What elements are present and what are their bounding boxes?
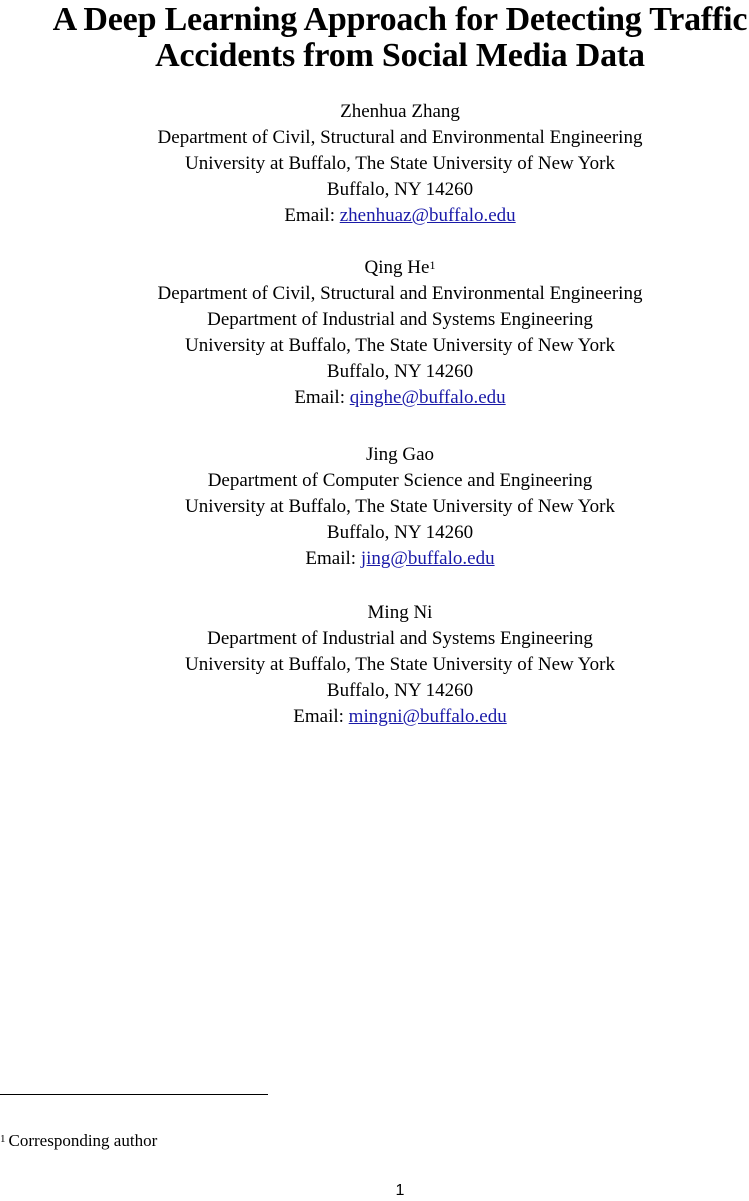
- author-block-zhenhua-zhang: [0, 99, 749, 229]
- email-link[interactable]: qinghe@buffalo.edu: [349, 387, 506, 408]
- affiliation-line: University at Buffalo, The State University of New York: [185, 153, 615, 174]
- paper-title-line-2: Accidents from Social Media Data: [155, 37, 645, 74]
- author-name: Qing He$^1$: [364, 257, 436, 278]
- email-label: Email:: [293, 706, 344, 727]
- email-line: [0, 546, 749, 572]
- author-block-qing-he: [0, 255, 749, 411]
- email-label: Email:: [294, 387, 345, 408]
- affiliation-line: University at Buffalo, The State University of New York: [185, 335, 615, 356]
- affiliation-line: University at Buffalo, The State University of New York: [185, 496, 615, 517]
- email-link[interactable]: jing@buffalo.edu: [360, 548, 495, 569]
- footnote-marker: 1: [0, 1133, 6, 1145]
- affiliation-line: Buffalo, NY 14260: [326, 522, 474, 543]
- page-number: 1: [395, 1182, 405, 1199]
- email-link[interactable]: mingni@buffalo.edu: [348, 706, 507, 727]
- author-name: Jing Gao: [365, 444, 435, 465]
- email-label: Email:: [305, 548, 357, 569]
- author-name: Ming Ni: [367, 602, 433, 623]
- affiliation-line: University at Buffalo, The State University of New York: [185, 654, 615, 675]
- corresponding-author-marker: 1: [429, 258, 436, 272]
- affiliation-line: Buffalo, NY 14260: [326, 680, 474, 701]
- paper-title: [0, 2, 749, 74]
- affiliation-line: Department of Industrial and Systems Engineering: [207, 628, 593, 649]
- email-link[interactable]: zhenhuaz@buffalo.edu: [339, 205, 516, 226]
- footnote-text: Corresponding author: [8, 1131, 158, 1150]
- affiliation-line: Buffalo, NY 14260: [326, 179, 474, 200]
- author-block-jing-gao: [0, 442, 749, 572]
- author-block-ming-ni: [0, 600, 749, 730]
- email-label: Email:: [284, 205, 335, 226]
- affiliation-line: Buffalo, NY 14260: [326, 361, 474, 382]
- affiliation-line: Department of Computer Science and Engineering: [207, 470, 593, 491]
- email-line: [0, 385, 749, 411]
- affiliation-line: Department of Industrial and Systems Engineering: [207, 309, 593, 330]
- email-line: [0, 203, 749, 229]
- paper-title-line-1: A Deep Learning Approach for Detecting Traffic: [52, 1, 748, 38]
- author-name: Zhenhua Zhang: [340, 101, 460, 122]
- footnote-separator: [0, 1094, 268, 1095]
- footnote: [0, 1130, 157, 1152]
- affiliation-line: Department of Civil, Structural and Environmental Engineering: [157, 283, 643, 304]
- email-line: [0, 704, 749, 730]
- affiliation-line: Department of Civil, Structural and Environmental Engineering: [157, 127, 643, 148]
